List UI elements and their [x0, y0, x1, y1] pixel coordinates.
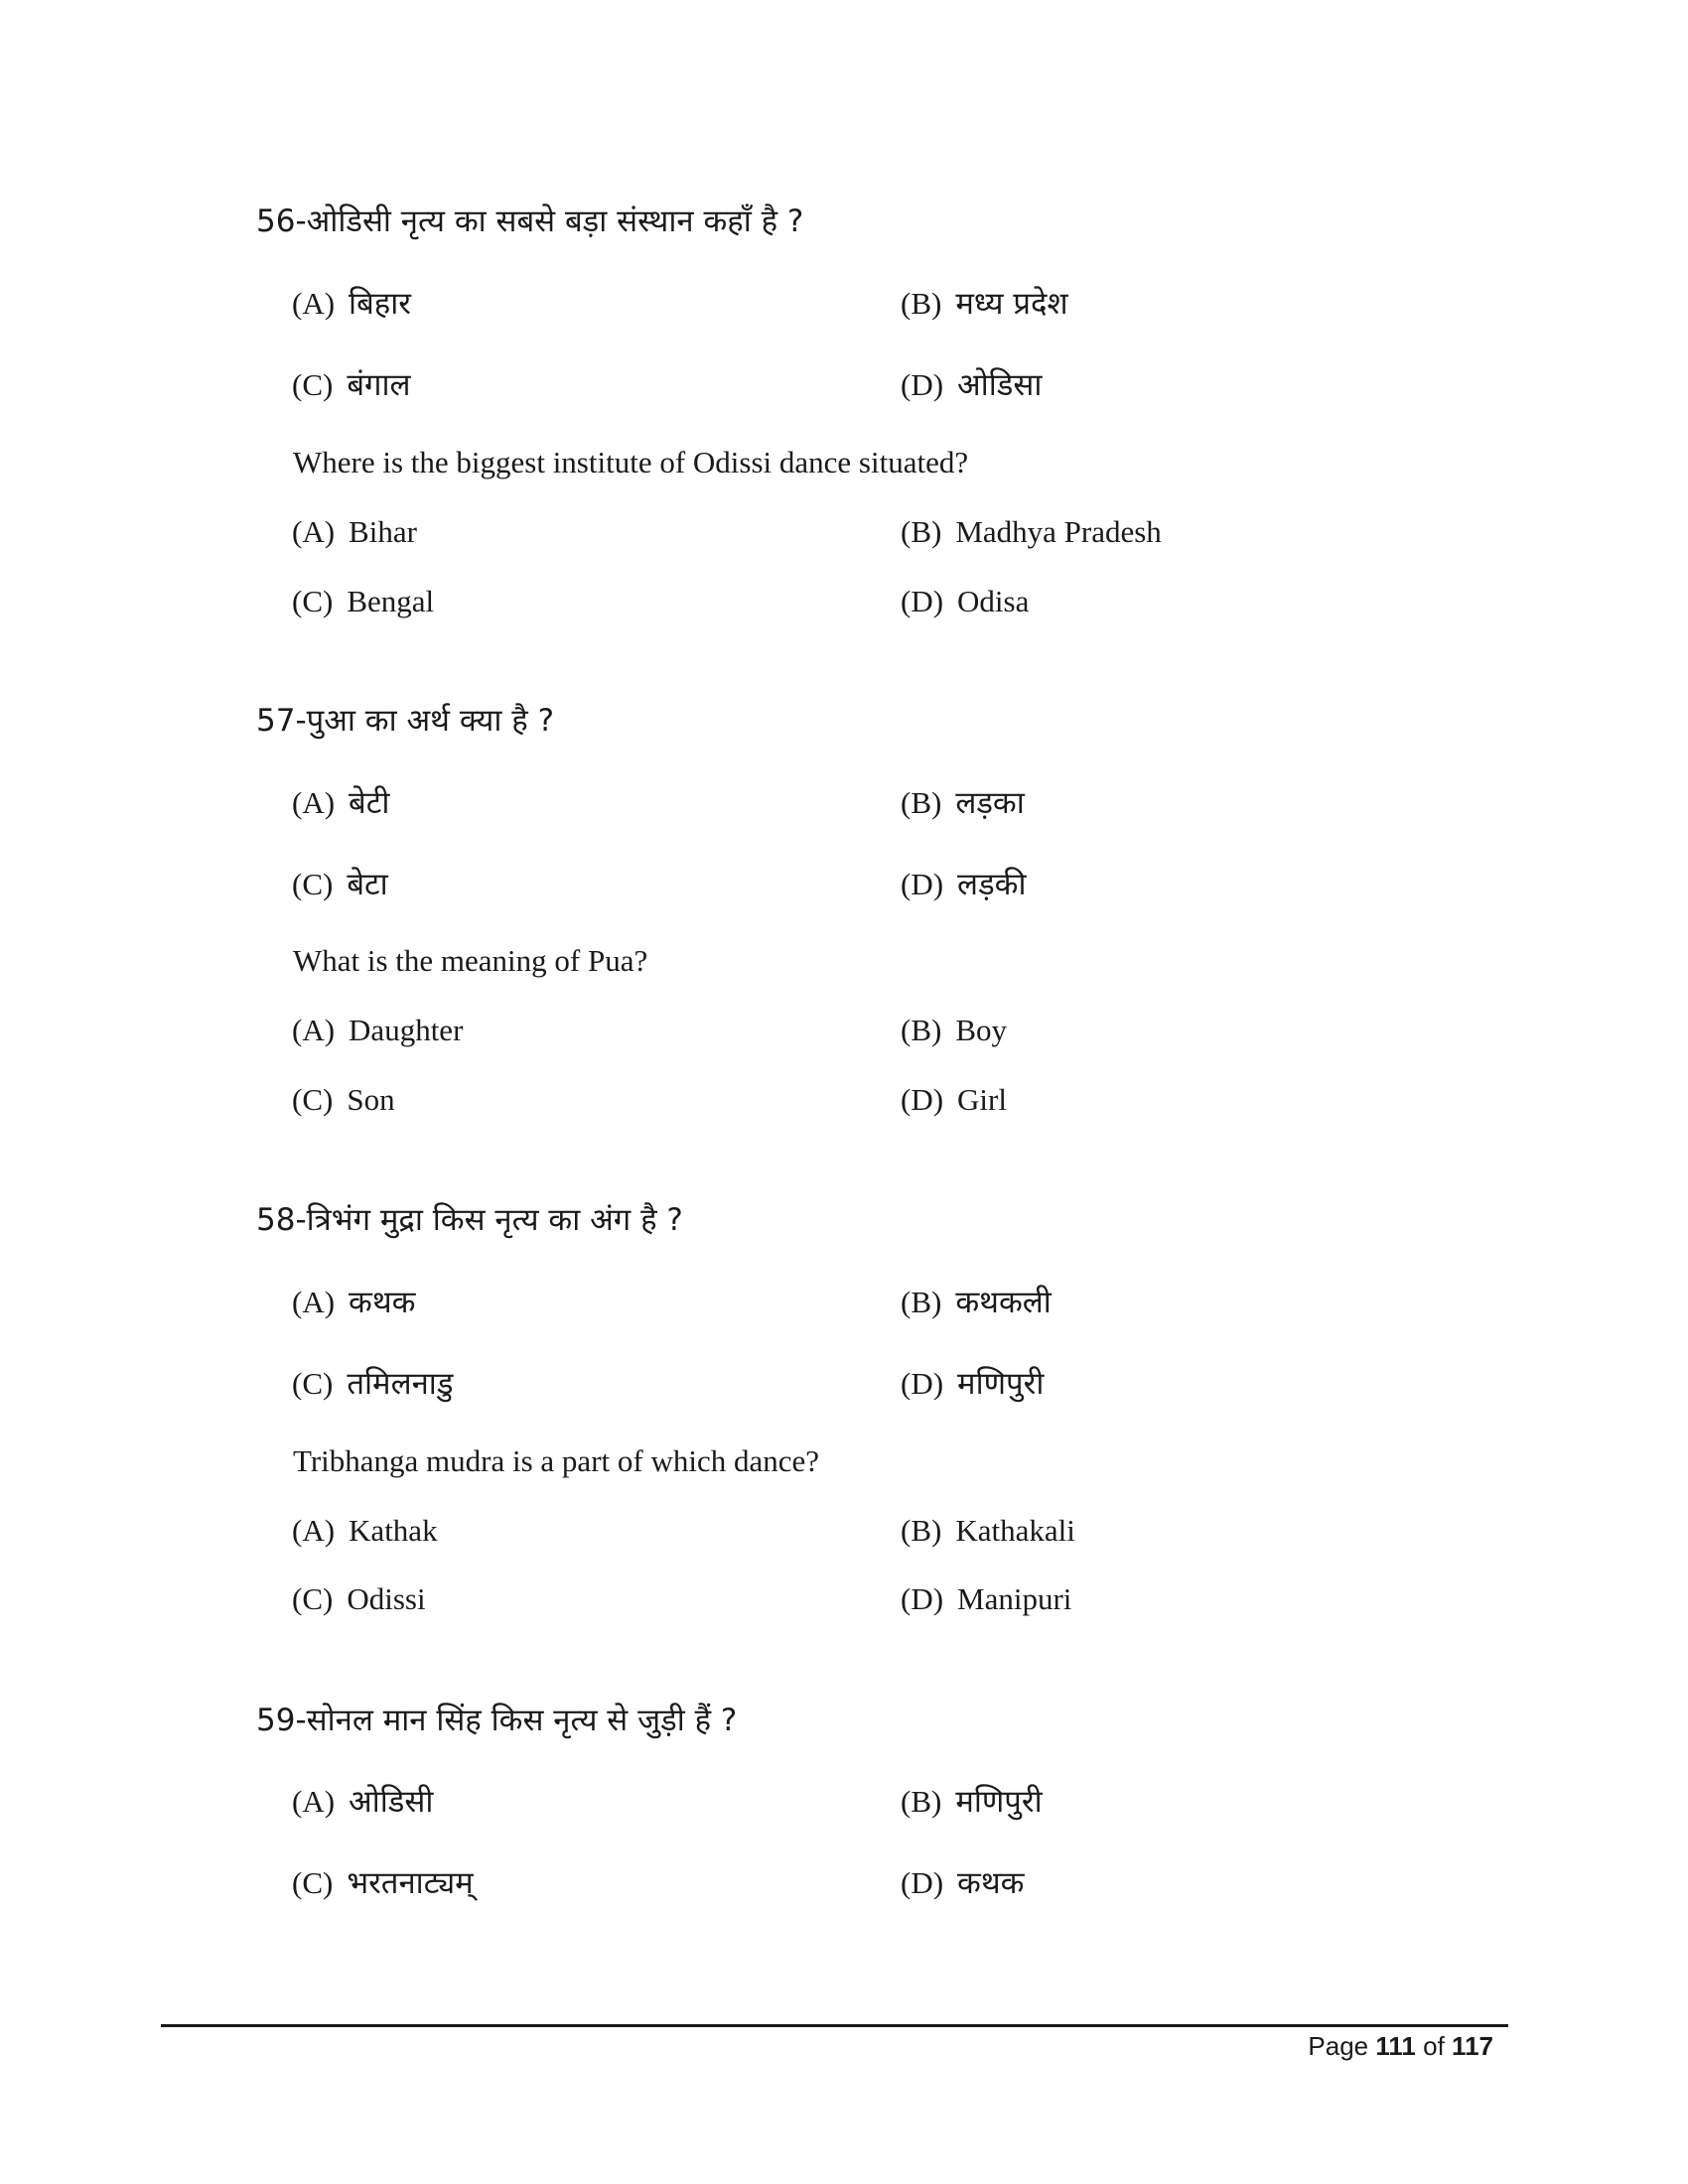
option-label: (B): [901, 1784, 942, 1819]
q57-hi-option-c: [292, 865, 388, 904]
option-label: (D): [901, 1366, 944, 1401]
footer-divider: [161, 2024, 1508, 2027]
option-label: (A): [292, 785, 336, 820]
option-text: Kathakali: [955, 1513, 1075, 1548]
option-label: (D): [901, 367, 944, 402]
option-label: (B): [901, 514, 942, 549]
option-text: Son: [347, 1082, 395, 1117]
q57-en-option-b: [901, 1011, 1007, 1050]
q56-en-option-c: [292, 582, 434, 621]
q56-hi-option-d: [901, 365, 1042, 405]
option-text: Daughter: [349, 1013, 464, 1047]
question-57-english: What is the meaning of Pua?: [293, 943, 648, 978]
option-label: (B): [901, 1285, 942, 1319]
question-58-hindi: 58-त्रिभंग मुद्रा किस नृत्य का अंग है ?: [256, 1202, 683, 1238]
option-label: (A): [292, 286, 336, 321]
option-label: (B): [901, 785, 942, 820]
option-label: (C): [292, 1865, 334, 1900]
option-label: (D): [901, 1581, 944, 1616]
option-text: बेटी: [349, 785, 390, 821]
q57-en-option-d: [901, 1080, 1007, 1120]
option-label: (C): [292, 1366, 334, 1401]
question-56-hindi: 56-ओडिसी नृत्य का सबसे बड़ा संस्थान कहाँ है ?: [256, 204, 804, 239]
q58-en-option-a: [292, 1511, 438, 1551]
q59-hi-option-b: [901, 1782, 1043, 1822]
option-text: मणिपुरी: [955, 1784, 1043, 1820]
option-label: (C): [292, 584, 334, 618]
option-label: (D): [901, 1082, 944, 1117]
q56-hi-option-a: [292, 284, 411, 324]
option-label: (D): [901, 584, 944, 618]
question-57-hindi: 57-पुआ का अर्थ क्या है ?: [256, 703, 555, 739]
option-text: तमिलनाडु: [347, 1366, 454, 1402]
option-text: लड़की: [957, 867, 1027, 902]
option-label: (A): [292, 1013, 336, 1047]
option-text: कथकली: [955, 1285, 1052, 1320]
page-number: [1308, 2029, 1493, 2063]
current-page: 111: [1375, 2031, 1416, 2061]
question-58-english: Tribhanga mudra is a part of which dance?: [293, 1443, 819, 1478]
total-pages: 117: [1452, 2031, 1493, 2061]
q59-hi-option-d: [901, 1863, 1024, 1903]
option-text: ओडिसा: [957, 367, 1043, 403]
option-text: मध्य प्रदेश: [955, 286, 1068, 322]
q57-hi-option-a: [292, 783, 389, 823]
q58-en-option-d: [901, 1579, 1071, 1619]
option-label: (D): [901, 867, 944, 901]
q57-en-option-a: [292, 1011, 463, 1050]
option-label: (A): [292, 1513, 336, 1548]
option-text: Kathak: [349, 1513, 438, 1548]
q56-hi-option-b: [901, 284, 1068, 324]
q59-hi-option-c: [292, 1863, 474, 1903]
option-label: (C): [292, 1581, 334, 1616]
option-text: Odisa: [957, 584, 1030, 618]
option-label: (C): [292, 867, 334, 901]
option-text: कथक: [957, 1865, 1025, 1901]
of-word: of: [1423, 2031, 1445, 2061]
option-text: Boy: [955, 1013, 1008, 1047]
option-label: (C): [292, 1082, 334, 1117]
option-label: (B): [901, 1013, 942, 1047]
option-label: (C): [292, 367, 334, 402]
option-text: Odissi: [347, 1581, 426, 1616]
question-56-english: Where is the biggest institute of Odissi dance situated?: [293, 445, 969, 479]
question-59-hindi: 59-सोनल मान सिंह किस नृत्य से जुड़ी हैं ?: [256, 1703, 738, 1738]
option-text: कथक: [349, 1285, 416, 1320]
q58-hi-option-d: [901, 1364, 1044, 1404]
option-text: Madhya Pradesh: [955, 514, 1162, 549]
option-text: Girl: [957, 1082, 1007, 1117]
option-text: भरतनाट्यम्: [347, 1865, 474, 1901]
q56-hi-option-c: [292, 365, 411, 405]
q56-en-option-a: [292, 512, 417, 552]
option-label: (A): [292, 1285, 336, 1319]
q59-hi-option-a: [292, 1782, 433, 1822]
option-text: ओडिसी: [349, 1784, 434, 1820]
option-label: (A): [292, 1784, 336, 1819]
option-label: (B): [901, 1513, 942, 1548]
option-text: मणिपुरी: [957, 1366, 1045, 1402]
option-text: बंगाल: [347, 367, 411, 403]
option-text: बिहार: [349, 286, 411, 322]
option-text: बेटा: [347, 867, 388, 902]
q58-hi-option-c: [292, 1364, 453, 1404]
option-text: Bihar: [349, 514, 417, 549]
q58-hi-option-a: [292, 1283, 415, 1322]
option-label: (D): [901, 1865, 944, 1900]
q57-hi-option-b: [901, 783, 1025, 823]
q56-en-option-d: [901, 582, 1029, 621]
option-text: लड़का: [955, 785, 1025, 821]
q57-en-option-c: [292, 1080, 395, 1120]
option-text: Manipuri: [957, 1581, 1072, 1616]
page-word: Page: [1308, 2031, 1369, 2061]
option-label: (B): [901, 286, 942, 321]
option-label: (A): [292, 514, 336, 549]
q58-en-option-b: [901, 1511, 1075, 1551]
q56-en-option-b: [901, 512, 1162, 552]
q58-hi-option-b: [901, 1283, 1052, 1322]
q57-hi-option-d: [901, 865, 1027, 904]
q58-en-option-c: [292, 1579, 426, 1619]
option-text: Bengal: [347, 584, 435, 618]
